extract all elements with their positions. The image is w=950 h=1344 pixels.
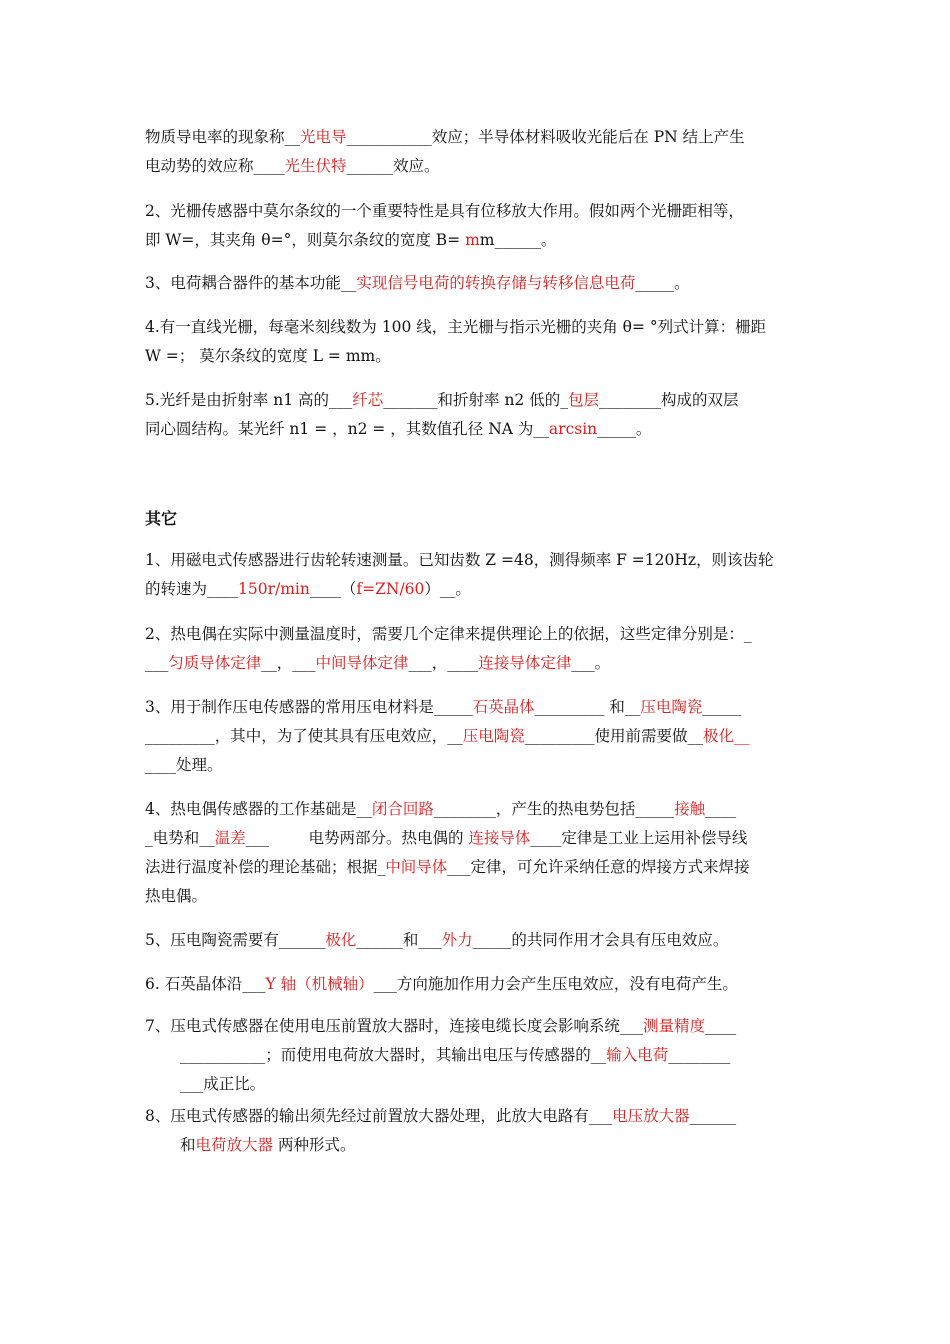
text-line: ___成正比。	[180, 1075, 266, 1093]
answer-text: 包层	[567, 391, 599, 409]
text: ___ 电势两部分。热电偶的	[245, 829, 469, 847]
text: _____。	[597, 420, 652, 438]
text-line: ____处理。	[145, 756, 223, 774]
text: _____的共同作用才会具有压电效应。	[472, 931, 729, 949]
other-question-1	[145, 546, 813, 604]
question-5-fiber	[145, 386, 813, 444]
text: ）__。	[424, 580, 471, 598]
answer-text: f=ZN/60	[356, 580, 425, 598]
text-line	[145, 1012, 813, 1041]
text: ____定律是工业上运用补偿导线	[530, 829, 748, 847]
paragraph-photoconductive	[145, 123, 813, 181]
answer-text: Y 轴（机械轴）	[265, 975, 374, 993]
text-line	[145, 693, 813, 722]
text: ________	[668, 1046, 731, 1064]
text: _______和折射率 n2 低的_	[383, 391, 568, 409]
other-question-7	[145, 1012, 813, 1099]
question-3-ccd	[145, 269, 813, 298]
section-heading-other: 其它	[145, 509, 178, 528]
text: ___	[145, 654, 169, 672]
text: 6. 石英晶体沿___	[145, 975, 266, 993]
text-line	[145, 123, 813, 152]
answer-text: 中间导体定律	[315, 654, 409, 672]
text: ___，____	[408, 654, 479, 672]
answer-text: 接触	[674, 800, 706, 818]
text-line	[145, 1041, 813, 1070]
text-line: 热电偶。	[145, 887, 208, 905]
other-question-6	[145, 970, 813, 999]
text: ___________；而使用电荷放大器时，其输出电压与传感器的__	[180, 1046, 607, 1064]
answer-text: 连接导体定律	[478, 654, 572, 672]
answer-text: arcsin	[548, 420, 598, 438]
answer-text: 光生伏特	[284, 157, 347, 175]
question-4-linear-grating	[145, 313, 813, 371]
text: _________ 和__	[534, 698, 641, 716]
text: 法进行温度补偿的理论基础；根据_	[145, 858, 386, 876]
text-line	[145, 152, 813, 181]
text: 即 W=，其夹角 θ=°，则莫尔条纹的宽度 B=	[145, 231, 466, 249]
answer-text: 测量精度	[643, 1017, 706, 1035]
text: 同心圆结构。某光纤 n1 = ，n2 = ，其数值孔径 NA 为__	[145, 420, 549, 438]
answer-text: 闭合回路	[371, 800, 434, 818]
text: ______效应。	[346, 157, 440, 175]
text: 的转速为____	[145, 580, 239, 598]
answer-text: 匀质导体定律	[168, 654, 262, 672]
text: 5、压电陶瓷需要有______	[145, 931, 326, 949]
text: _________使用前需要做__	[524, 727, 704, 745]
answer-text: 中间导体	[385, 858, 448, 876]
text-line	[145, 226, 813, 255]
text: ____（	[309, 580, 357, 598]
text-line	[145, 415, 813, 444]
answer-text: 实现信号电荷的转换存储与转移信息电荷	[356, 274, 636, 292]
text-line: W =； 莫尔条纹的宽度 L = mm。	[145, 347, 391, 365]
text-line	[145, 386, 813, 415]
text-line	[145, 575, 813, 604]
other-question-4	[145, 795, 813, 911]
text: 7、压电式传感器在使用电压前置放大器时，连接电缆长度会影响系统___	[145, 1017, 644, 1035]
text: 4、热电偶传感器的工作基础是__	[145, 800, 372, 818]
text-line	[145, 269, 813, 298]
text: 8、压电式传感器的输出须先经过前置放大器处理，此放大电路有___	[145, 1107, 613, 1125]
text: 3、电荷耦合器件的基本功能__	[145, 274, 357, 292]
text: _____	[702, 698, 742, 716]
answer-text: 电荷放大器	[195, 1136, 274, 1154]
text: 和	[180, 1136, 196, 1154]
text-line	[145, 795, 813, 824]
answer-text: 压电陶瓷	[640, 698, 703, 716]
answer-text: 极化__	[703, 727, 750, 745]
answer-text: 光电导	[300, 128, 347, 146]
answer-text: 极化	[325, 931, 357, 949]
text: ___定律，可允许采纳任意的焊接方式来焊接	[447, 858, 750, 876]
text: _________，其中，为了使其具有压电效应，__	[145, 727, 463, 745]
text: _电势和__	[145, 829, 215, 847]
text: 电动势的效应称____	[145, 157, 285, 175]
text: ________，产生的热电势包括_____	[433, 800, 675, 818]
answer-text: 150r/min	[238, 580, 310, 598]
text: __，___	[261, 654, 316, 672]
other-question-8	[145, 1102, 813, 1160]
answer-text: 连接导体	[468, 829, 531, 847]
other-question-5	[145, 926, 813, 955]
text-line: 1、用磁电式传感器进行齿轮转速测量。已知齿数 Z =48，测得频率 F =120Hz，则该齿轮	[145, 551, 774, 569]
answer-text: 电压放大器	[612, 1107, 690, 1125]
answer-text: 温差	[214, 829, 246, 847]
text: ____	[705, 800, 737, 818]
text: ___。	[571, 654, 611, 672]
text: ___方向施加作用力会产生压电效应，没有电荷产生。	[373, 975, 738, 993]
text: ______	[689, 1107, 737, 1125]
text: ____	[705, 1017, 737, 1035]
text-line	[145, 1131, 813, 1160]
answer-text: 输入电荷	[606, 1046, 669, 1064]
other-question-3	[145, 693, 813, 780]
answer-text: 石英晶体	[472, 698, 535, 716]
text: m______。	[479, 231, 557, 249]
text-line	[145, 970, 813, 999]
text: 5.光纤是由折射率 n1 高的___	[145, 391, 353, 409]
text-line	[145, 926, 813, 955]
question-2-grating	[145, 197, 813, 255]
text-line: 2、光栅传感器中莫尔条纹的一个重要特性是具有位移放大作用。假如两个光栅距相等，	[145, 202, 744, 220]
text: _____。	[635, 274, 690, 292]
text-line: 4.有一直线光栅，每毫米刻线数为 100 线，主光栅与指示光栅的夹角 θ= °列式计算：栅距	[145, 318, 767, 336]
text-line: 2、热电偶在实际中测量温度时，需要几个定律来提供理论上的依据，这些定律分别是：_	[145, 625, 752, 643]
text: ___________效应；半导体材料吸收光能后在 PN 结上产生	[346, 128, 745, 146]
text: 两种形式。	[273, 1136, 356, 1154]
text-line	[145, 1102, 813, 1131]
answer-text: 外力	[441, 931, 473, 949]
text: ______和___	[356, 931, 442, 949]
other-question-2	[145, 620, 813, 678]
text: 3、用于制作压电传感器的常用压电材料是_____	[145, 698, 473, 716]
text-line	[145, 824, 813, 853]
text: ________构成的双层	[598, 391, 739, 409]
answer-text: 纤芯	[352, 391, 384, 409]
text: 物质导电率的现象称__	[145, 128, 301, 146]
text-line	[145, 853, 813, 882]
text-line	[145, 722, 813, 751]
text-line	[145, 649, 813, 678]
answer-text: 压电陶瓷	[462, 727, 525, 745]
answer-text: m	[465, 231, 480, 249]
